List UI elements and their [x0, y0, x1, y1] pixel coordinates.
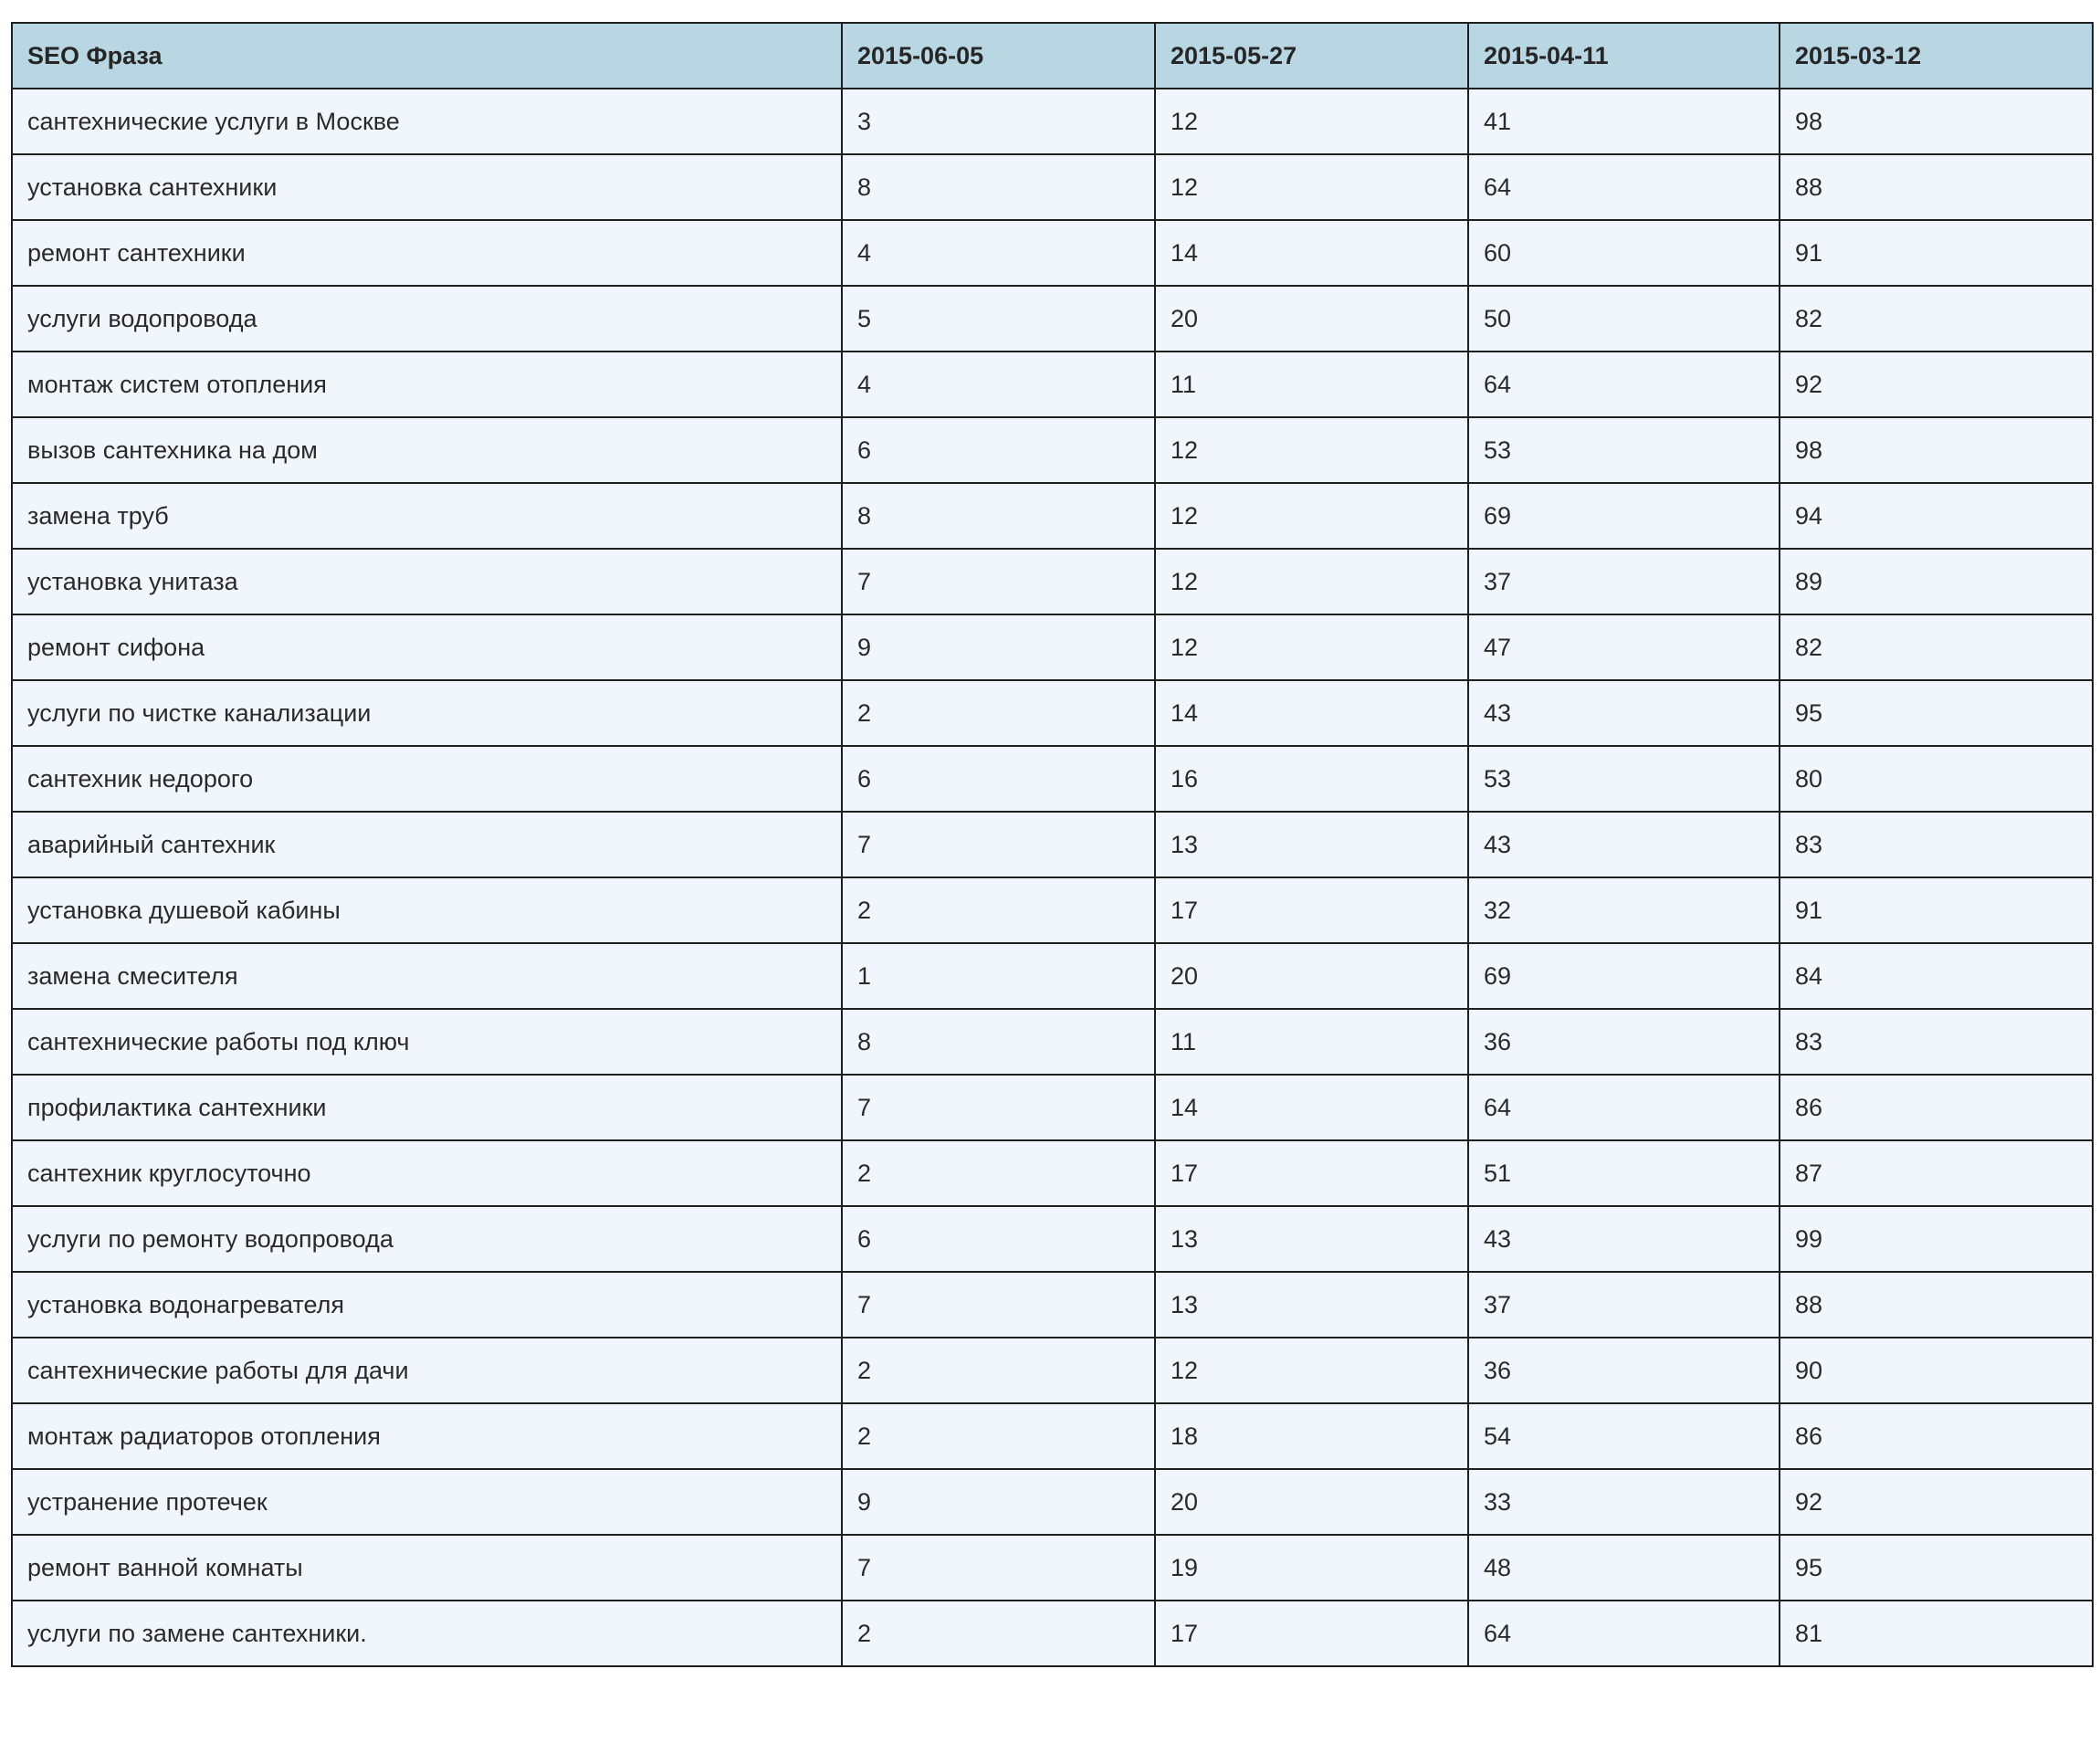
cell-phrase: вызов сантехника на дом	[12, 417, 842, 483]
table-row	[12, 220, 2093, 286]
cell-rank-2015-05-27: 13	[1155, 1206, 1468, 1272]
cell-phrase: устранение протечек	[12, 1469, 842, 1535]
cell-rank-2015-04-11: 69	[1468, 943, 1780, 1009]
cell-phrase: услуги водопровода	[12, 286, 842, 352]
cell-rank-2015-04-11: 37	[1468, 549, 1780, 614]
header-date-2015-03-12[interactable]: 2015-03-12	[1780, 23, 2093, 89]
cell-rank-2015-06-05: 8	[842, 154, 1155, 220]
cell-rank-2015-06-05: 2	[842, 1403, 1155, 1469]
cell-rank-2015-04-11: 36	[1468, 1009, 1780, 1075]
cell-rank-2015-05-27: 11	[1155, 352, 1468, 417]
cell-rank-2015-03-12: 84	[1780, 943, 2093, 1009]
cell-rank-2015-03-12: 89	[1780, 549, 2093, 614]
cell-rank-2015-06-05: 7	[842, 1075, 1155, 1140]
seo-table-container	[11, 22, 2092, 1667]
cell-rank-2015-06-05: 9	[842, 1469, 1155, 1535]
cell-rank-2015-05-27: 12	[1155, 417, 1468, 483]
cell-phrase: услуги по ремонту водопровода	[12, 1206, 842, 1272]
cell-rank-2015-04-11: 33	[1468, 1469, 1780, 1535]
table-row	[12, 417, 2093, 483]
cell-rank-2015-06-05: 7	[842, 1535, 1155, 1601]
cell-phrase: монтаж радиаторов отопления	[12, 1403, 842, 1469]
cell-rank-2015-05-27: 18	[1155, 1403, 1468, 1469]
cell-rank-2015-04-11: 37	[1468, 1272, 1780, 1338]
cell-rank-2015-04-11: 43	[1468, 680, 1780, 746]
table-row	[12, 1075, 2093, 1140]
cell-rank-2015-05-27: 12	[1155, 89, 1468, 154]
table-row	[12, 549, 2093, 614]
cell-rank-2015-06-05: 7	[842, 812, 1155, 877]
cell-rank-2015-05-27: 12	[1155, 483, 1468, 549]
header-date-2015-06-05[interactable]: 2015-06-05	[842, 23, 1155, 89]
cell-rank-2015-05-27: 20	[1155, 1469, 1468, 1535]
cell-phrase: аварийный сантехник	[12, 812, 842, 877]
cell-rank-2015-04-11: 60	[1468, 220, 1780, 286]
cell-phrase: установка сантехники	[12, 154, 842, 220]
cell-rank-2015-04-11: 53	[1468, 746, 1780, 812]
cell-rank-2015-04-11: 48	[1468, 1535, 1780, 1601]
cell-rank-2015-03-12: 82	[1780, 286, 2093, 352]
cell-phrase: услуги по замене сантехники.	[12, 1601, 842, 1666]
cell-rank-2015-03-12: 91	[1780, 220, 2093, 286]
cell-phrase: сантехник круглосуточно	[12, 1140, 842, 1206]
cell-rank-2015-04-11: 41	[1468, 89, 1780, 154]
cell-rank-2015-04-11: 43	[1468, 812, 1780, 877]
cell-rank-2015-04-11: 32	[1468, 877, 1780, 943]
header-date-2015-05-27[interactable]: 2015-05-27	[1155, 23, 1468, 89]
cell-rank-2015-05-27: 17	[1155, 877, 1468, 943]
table-row	[12, 483, 2093, 549]
cell-phrase: замена смесителя	[12, 943, 842, 1009]
header-row	[12, 23, 2093, 89]
cell-phrase: установка унитаза	[12, 549, 842, 614]
cell-rank-2015-05-27: 17	[1155, 1140, 1468, 1206]
cell-rank-2015-05-27: 20	[1155, 286, 1468, 352]
cell-rank-2015-06-05: 5	[842, 286, 1155, 352]
cell-phrase: установка душевой кабины	[12, 877, 842, 943]
cell-rank-2015-03-12: 95	[1780, 680, 2093, 746]
cell-rank-2015-03-12: 86	[1780, 1075, 2093, 1140]
cell-rank-2015-05-27: 14	[1155, 220, 1468, 286]
cell-phrase: установка водонагревателя	[12, 1272, 842, 1338]
cell-rank-2015-06-05: 6	[842, 1206, 1155, 1272]
cell-rank-2015-06-05: 7	[842, 549, 1155, 614]
cell-rank-2015-04-11: 64	[1468, 1075, 1780, 1140]
cell-rank-2015-03-12: 98	[1780, 417, 2093, 483]
cell-rank-2015-03-12: 94	[1780, 483, 2093, 549]
cell-rank-2015-04-11: 64	[1468, 1601, 1780, 1666]
table-row	[12, 154, 2093, 220]
cell-rank-2015-04-11: 64	[1468, 154, 1780, 220]
cell-rank-2015-03-12: 92	[1780, 1469, 2093, 1535]
cell-phrase: сантехнические услуги в Москве	[12, 89, 842, 154]
cell-rank-2015-03-12: 88	[1780, 1272, 2093, 1338]
cell-rank-2015-06-05: 2	[842, 1601, 1155, 1666]
cell-rank-2015-03-12: 88	[1780, 154, 2093, 220]
table-row	[12, 812, 2093, 877]
cell-rank-2015-03-12: 90	[1780, 1338, 2093, 1403]
cell-phrase: сантехник недорого	[12, 746, 842, 812]
table-row	[12, 746, 2093, 812]
cell-rank-2015-04-11: 36	[1468, 1338, 1780, 1403]
table-row	[12, 1338, 2093, 1403]
cell-rank-2015-03-12: 95	[1780, 1535, 2093, 1601]
cell-phrase: монтаж систем отопления	[12, 352, 842, 417]
cell-rank-2015-06-05: 1	[842, 943, 1155, 1009]
table-row	[12, 877, 2093, 943]
table-row	[12, 614, 2093, 680]
cell-rank-2015-03-12: 98	[1780, 89, 2093, 154]
table-row	[12, 89, 2093, 154]
cell-rank-2015-06-05: 7	[842, 1272, 1155, 1338]
table-row	[12, 680, 2093, 746]
cell-rank-2015-06-05: 2	[842, 680, 1155, 746]
cell-rank-2015-05-27: 13	[1155, 1272, 1468, 1338]
cell-rank-2015-04-11: 47	[1468, 614, 1780, 680]
cell-phrase: замена труб	[12, 483, 842, 549]
cell-rank-2015-05-27: 12	[1155, 614, 1468, 680]
cell-rank-2015-06-05: 8	[842, 1009, 1155, 1075]
cell-rank-2015-06-05: 6	[842, 746, 1155, 812]
cell-phrase: услуги по чистке канализации	[12, 680, 842, 746]
cell-rank-2015-06-05: 2	[842, 1140, 1155, 1206]
cell-rank-2015-03-12: 83	[1780, 1009, 2093, 1075]
cell-rank-2015-05-27: 20	[1155, 943, 1468, 1009]
cell-rank-2015-03-12: 83	[1780, 812, 2093, 877]
cell-phrase: сантехнические работы для дачи	[12, 1338, 842, 1403]
cell-rank-2015-06-05: 6	[842, 417, 1155, 483]
table-header	[12, 23, 2093, 89]
cell-rank-2015-06-05: 2	[842, 877, 1155, 943]
cell-phrase: ремонт сифона	[12, 614, 842, 680]
cell-rank-2015-03-12: 81	[1780, 1601, 2093, 1666]
cell-phrase: ремонт ванной комнаты	[12, 1535, 842, 1601]
cell-rank-2015-04-11: 53	[1468, 417, 1780, 483]
table-row	[12, 1009, 2093, 1075]
table-row	[12, 286, 2093, 352]
cell-rank-2015-05-27: 12	[1155, 549, 1468, 614]
cell-rank-2015-03-12: 92	[1780, 352, 2093, 417]
cell-phrase: профилактика сантехники	[12, 1075, 842, 1140]
table-row	[12, 1601, 2093, 1666]
cell-rank-2015-06-05: 4	[842, 220, 1155, 286]
cell-rank-2015-05-27: 17	[1155, 1601, 1468, 1666]
cell-rank-2015-04-11: 64	[1468, 352, 1780, 417]
table-row	[12, 352, 2093, 417]
cell-rank-2015-04-11: 54	[1468, 1403, 1780, 1469]
table-row	[12, 1403, 2093, 1469]
cell-rank-2015-03-12: 80	[1780, 746, 2093, 812]
table-row	[12, 1469, 2093, 1535]
cell-rank-2015-03-12: 86	[1780, 1403, 2093, 1469]
cell-rank-2015-05-27: 14	[1155, 1075, 1468, 1140]
cell-rank-2015-05-27: 13	[1155, 812, 1468, 877]
cell-rank-2015-04-11: 43	[1468, 1206, 1780, 1272]
cell-rank-2015-05-27: 11	[1155, 1009, 1468, 1075]
cell-phrase: ремонт сантехники	[12, 220, 842, 286]
table-row	[12, 1535, 2093, 1601]
table-row	[12, 1272, 2093, 1338]
cell-rank-2015-04-11: 51	[1468, 1140, 1780, 1206]
cell-rank-2015-05-27: 16	[1155, 746, 1468, 812]
cell-rank-2015-05-27: 19	[1155, 1535, 1468, 1601]
cell-rank-2015-06-05: 2	[842, 1338, 1155, 1403]
cell-rank-2015-06-05: 9	[842, 614, 1155, 680]
cell-phrase: сантехнические работы под ключ	[12, 1009, 842, 1075]
cell-rank-2015-03-12: 99	[1780, 1206, 2093, 1272]
seo-rankings-table	[11, 22, 2094, 1667]
cell-rank-2015-03-12: 82	[1780, 614, 2093, 680]
cell-rank-2015-03-12: 87	[1780, 1140, 2093, 1206]
cell-rank-2015-04-11: 50	[1468, 286, 1780, 352]
cell-rank-2015-05-27: 14	[1155, 680, 1468, 746]
cell-rank-2015-03-12: 91	[1780, 877, 2093, 943]
table-row	[12, 1140, 2093, 1206]
cell-rank-2015-05-27: 12	[1155, 154, 1468, 220]
cell-rank-2015-04-11: 69	[1468, 483, 1780, 549]
table-body	[12, 89, 2093, 1666]
cell-rank-2015-06-05: 8	[842, 483, 1155, 549]
header-seo-phrase[interactable]: SEO Фраза	[12, 23, 842, 89]
table-row	[12, 943, 2093, 1009]
table-row	[12, 1206, 2093, 1272]
header-date-2015-04-11[interactable]: 2015-04-11	[1468, 23, 1780, 89]
cell-rank-2015-06-05: 4	[842, 352, 1155, 417]
cell-rank-2015-05-27: 12	[1155, 1338, 1468, 1403]
cell-rank-2015-06-05: 3	[842, 89, 1155, 154]
